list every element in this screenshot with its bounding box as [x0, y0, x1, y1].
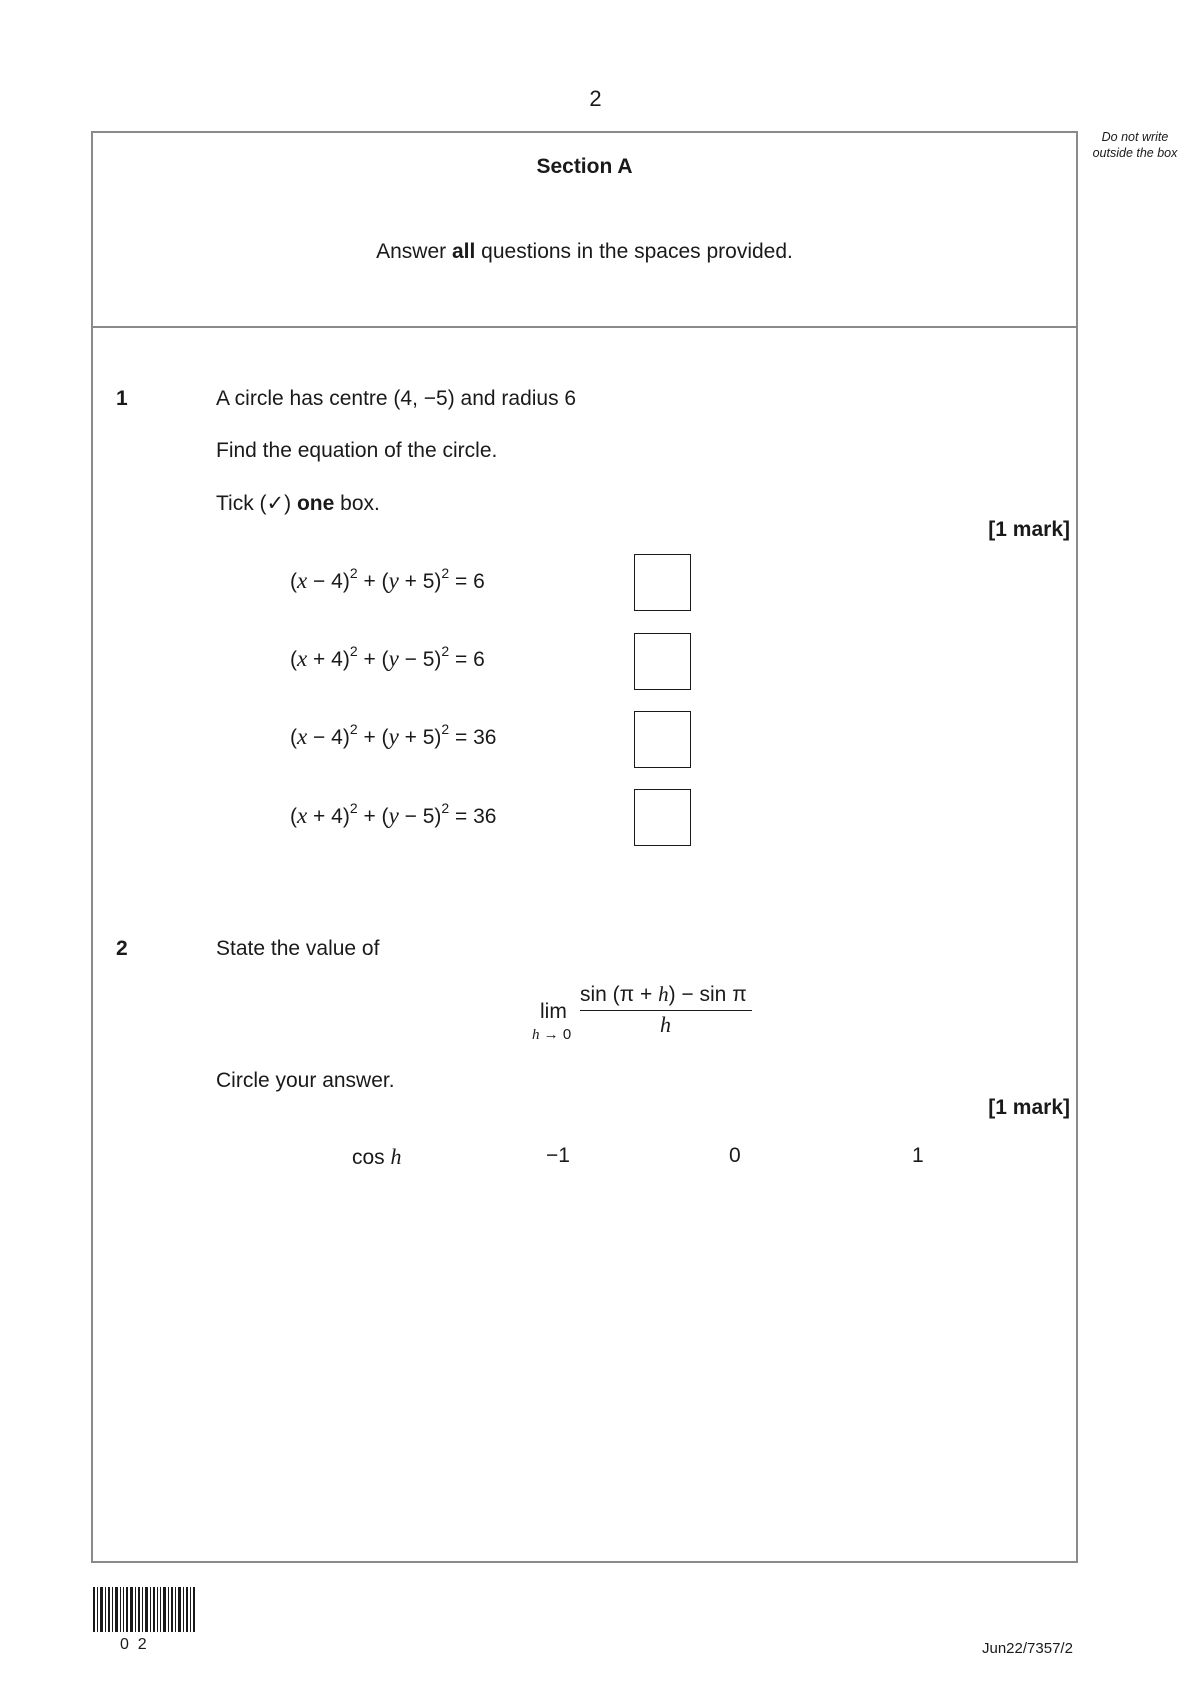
fraction-bar [580, 1010, 752, 1011]
question-2-marks: [1 mark] [988, 1096, 1070, 1119]
paper-reference: Jun22/7357/2 [982, 1640, 1073, 1657]
option-1-equation: $(x - 4)^2 + (y + 5)^2 = 6$ [290, 565, 485, 593]
option-2-tickbox[interactable] [634, 633, 691, 690]
question-1-marks: [1 mark] [988, 518, 1070, 541]
option-3-equation: $(x - 4)^2 + (y + 5)^2 = 36$ [290, 721, 497, 749]
section-title: Section A [536, 155, 633, 178]
answer-choice-cos-h[interactable]: cos h [352, 1144, 402, 1169]
barcode-digits: 0 2 [120, 1636, 147, 1653]
limit-expression [532, 978, 792, 1048]
barcode-image [93, 1587, 195, 1632]
section-instruction: Answer all questions in the spaces provided. [376, 240, 793, 263]
answer-choice-zero[interactable]: 0 [729, 1144, 741, 1167]
margin-note: Do not write outside the box [1092, 130, 1178, 160]
question-2-number: 2 [116, 937, 128, 960]
option-4-tickbox[interactable] [634, 789, 691, 846]
question-2-prompt: Circle your answer. [216, 1069, 395, 1092]
limit-denominator: h [660, 1012, 671, 1037]
limit-numerator: sin (π + h) − sin π [580, 982, 747, 1006]
question-1-number: 1 [116, 387, 128, 410]
limit-operator: lim [540, 1000, 567, 1023]
answer-choice-minus-one[interactable]: −1 [546, 1144, 570, 1167]
option-3-tickbox[interactable] [634, 711, 691, 768]
option-1-tickbox[interactable] [634, 554, 691, 611]
limit-subscript: h → 0 [532, 1026, 572, 1043]
answer-frame [91, 131, 1078, 1563]
question-1-tick-instruction: Tick (✓) one box. [216, 492, 380, 515]
question-1-text: A circle has centre (4, −5) and radius 6 [216, 387, 577, 410]
option-4-equation: $(x + 4)^2 + (y - 5)^2 = 36$ [290, 800, 497, 828]
option-2-equation: $(x + 4)^2 + (y - 5)^2 = 6$ [290, 643, 485, 671]
question-1-prompt: Find the equation of the circle. [216, 439, 498, 462]
answer-choice-one[interactable]: 1 [912, 1144, 924, 1167]
page-number: 2 [589, 86, 602, 111]
header-divider [91, 326, 1078, 328]
question-2-text: State the value of [216, 937, 380, 960]
